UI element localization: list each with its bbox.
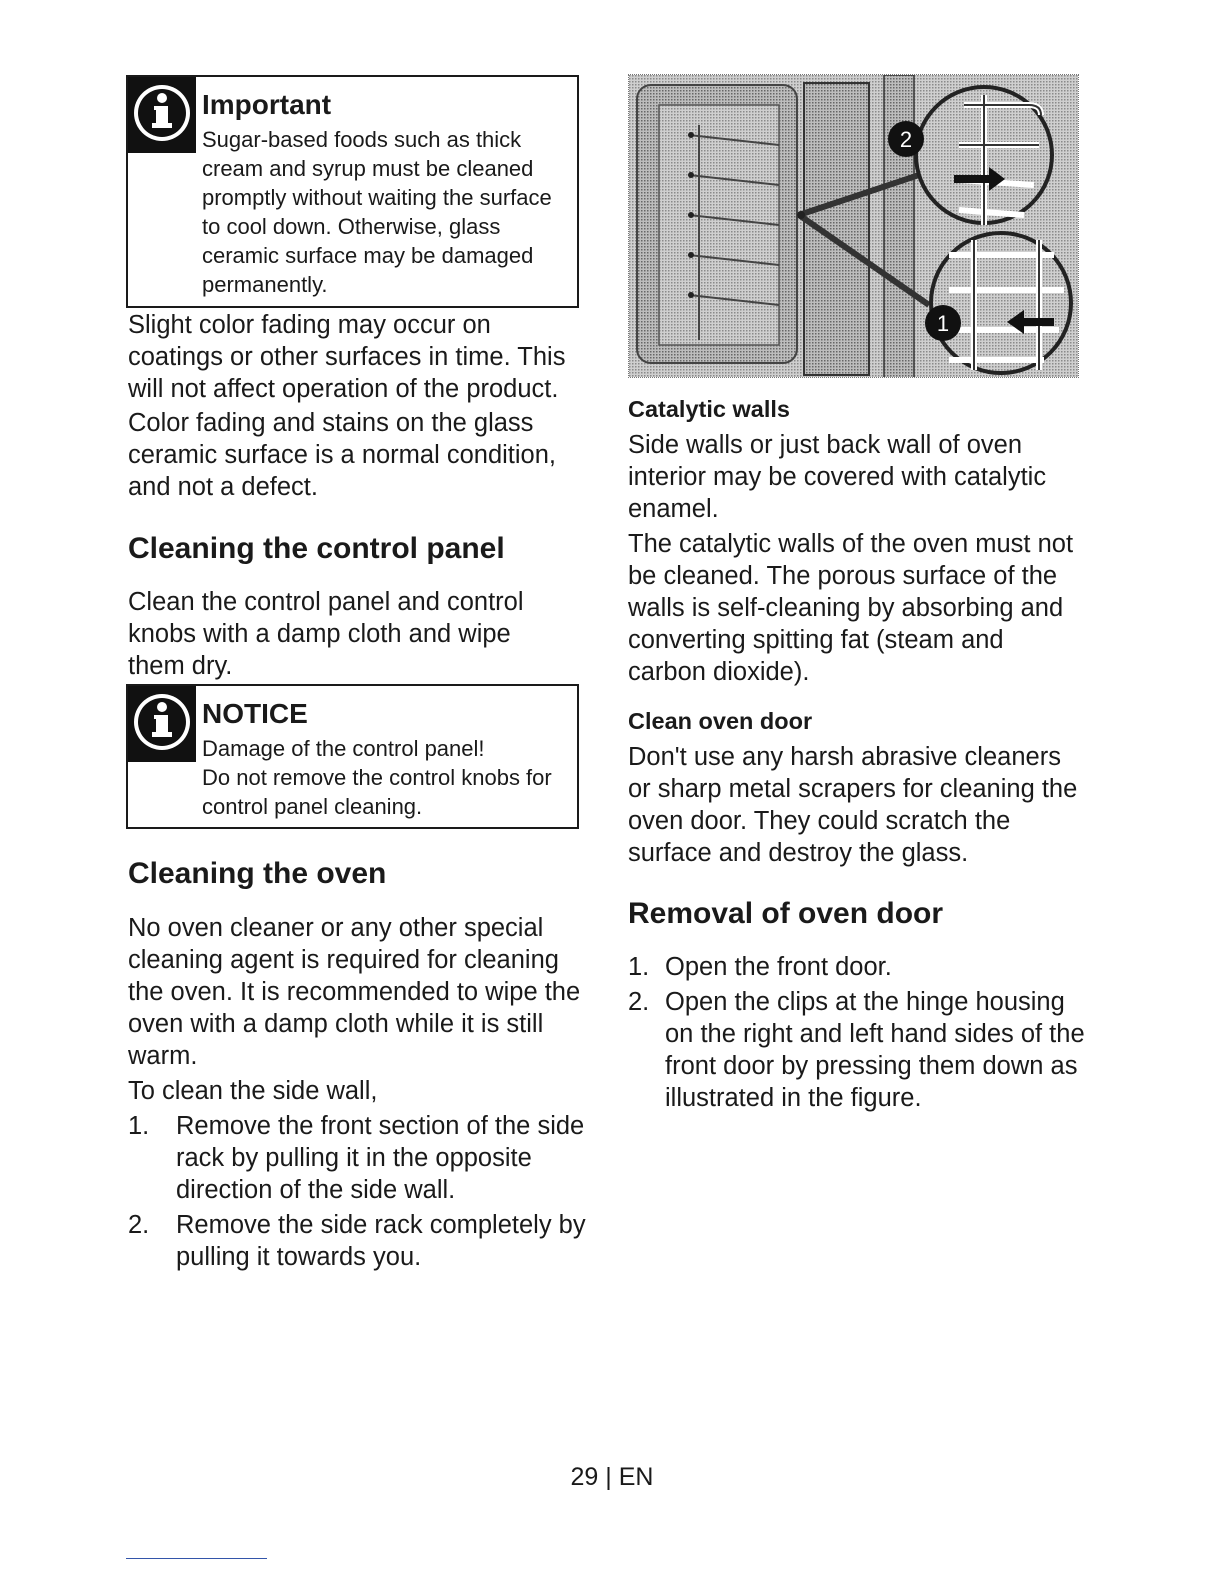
cleaning-oven-heading: Cleaning the oven: [128, 857, 387, 890]
list-text: Open the front door.: [665, 953, 892, 981]
footer-rule: [126, 1558, 267, 1559]
fading-paragraph-2: Color fading and stains on the glass ceramic surface is a normal condition, and not a defect.: [128, 409, 557, 501]
list-text: Remove the side rack completely by pulling it towards you.: [176, 1211, 586, 1271]
notice-line-2: Do not remove the control knobs for control panel cleaning.: [202, 765, 552, 819]
oven-rack-figure: [628, 74, 1079, 378]
callout-2: 2: [899, 127, 913, 152]
list-item: [628, 951, 1088, 983]
callout-1: 1: [936, 311, 950, 336]
oven-paragraph-1: No oven cleaner or any other special cleaning agent is required for cleaning the oven. It is recommended to wipe the oven with a damp cloth while it is still warm.: [128, 914, 581, 1070]
list-text: Open the clips at the hinge housing on the right and left hand sides of the front door by pressing them down as illustrated in the figure.: [665, 988, 1085, 1112]
important-title: Important: [202, 89, 332, 120]
list-text: Remove the front section of the side rack by pulling it in the opposite direction of the side wall.: [176, 1112, 585, 1204]
removal-heading: Removal of oven door: [628, 897, 944, 930]
control-panel-text: Clean the control panel and control knobs with a damp cloth and wipe them dry.: [128, 588, 524, 680]
info-icon: [128, 686, 196, 762]
list-number: 2.: [628, 988, 650, 1016]
removal-steps: [628, 951, 1088, 1114]
list-item: [128, 1209, 590, 1273]
catalytic-paragraph-1: Side walls or just back wall of oven interior may be covered with catalytic enamel.: [628, 431, 1047, 523]
list-number: 2.: [128, 1211, 150, 1239]
notice-box: [126, 684, 579, 829]
fading-paragraph-1: Slight color fading may occur on coatings or other surfaces in time. This will not affect operation of the product.: [128, 311, 566, 403]
list-number: 1.: [628, 953, 650, 981]
page-number: 29 | EN: [570, 1463, 654, 1491]
list-item: [128, 1110, 590, 1206]
notice-line-1: Damage of the control panel!: [202, 736, 485, 761]
catalytic-heading: Catalytic walls: [628, 396, 790, 422]
oven-steps: [128, 1110, 590, 1273]
important-text: Sugar-based foods such as thick cream and syrup must be cleaned promptly without waiting the surface to cool down. Otherwise, glass ceramic surface may be damaged permanently.: [202, 127, 552, 297]
control-panel-heading: Cleaning the control panel: [128, 532, 505, 565]
clean-door-text: Don't use any harsh abrasive cleaners or sharp metal scrapers for cleaning the oven door. They could scratch the surface and destroy the glass.: [628, 743, 1078, 867]
list-item: [628, 986, 1088, 1114]
important-box: [126, 75, 579, 308]
info-icon: [128, 77, 196, 153]
list-number: 1.: [128, 1112, 150, 1140]
notice-title: NOTICE: [202, 698, 308, 729]
catalytic-paragraph-2: The catalytic walls of the oven must not be cleaned. The porous surface of the walls is self-cleaning by absorbing and converting spitting fat (steam and carbon dioxide).: [628, 530, 1074, 686]
oven-paragraph-2: To clean the side wall,: [128, 1077, 378, 1105]
clean-door-heading: Clean oven door: [628, 708, 813, 734]
